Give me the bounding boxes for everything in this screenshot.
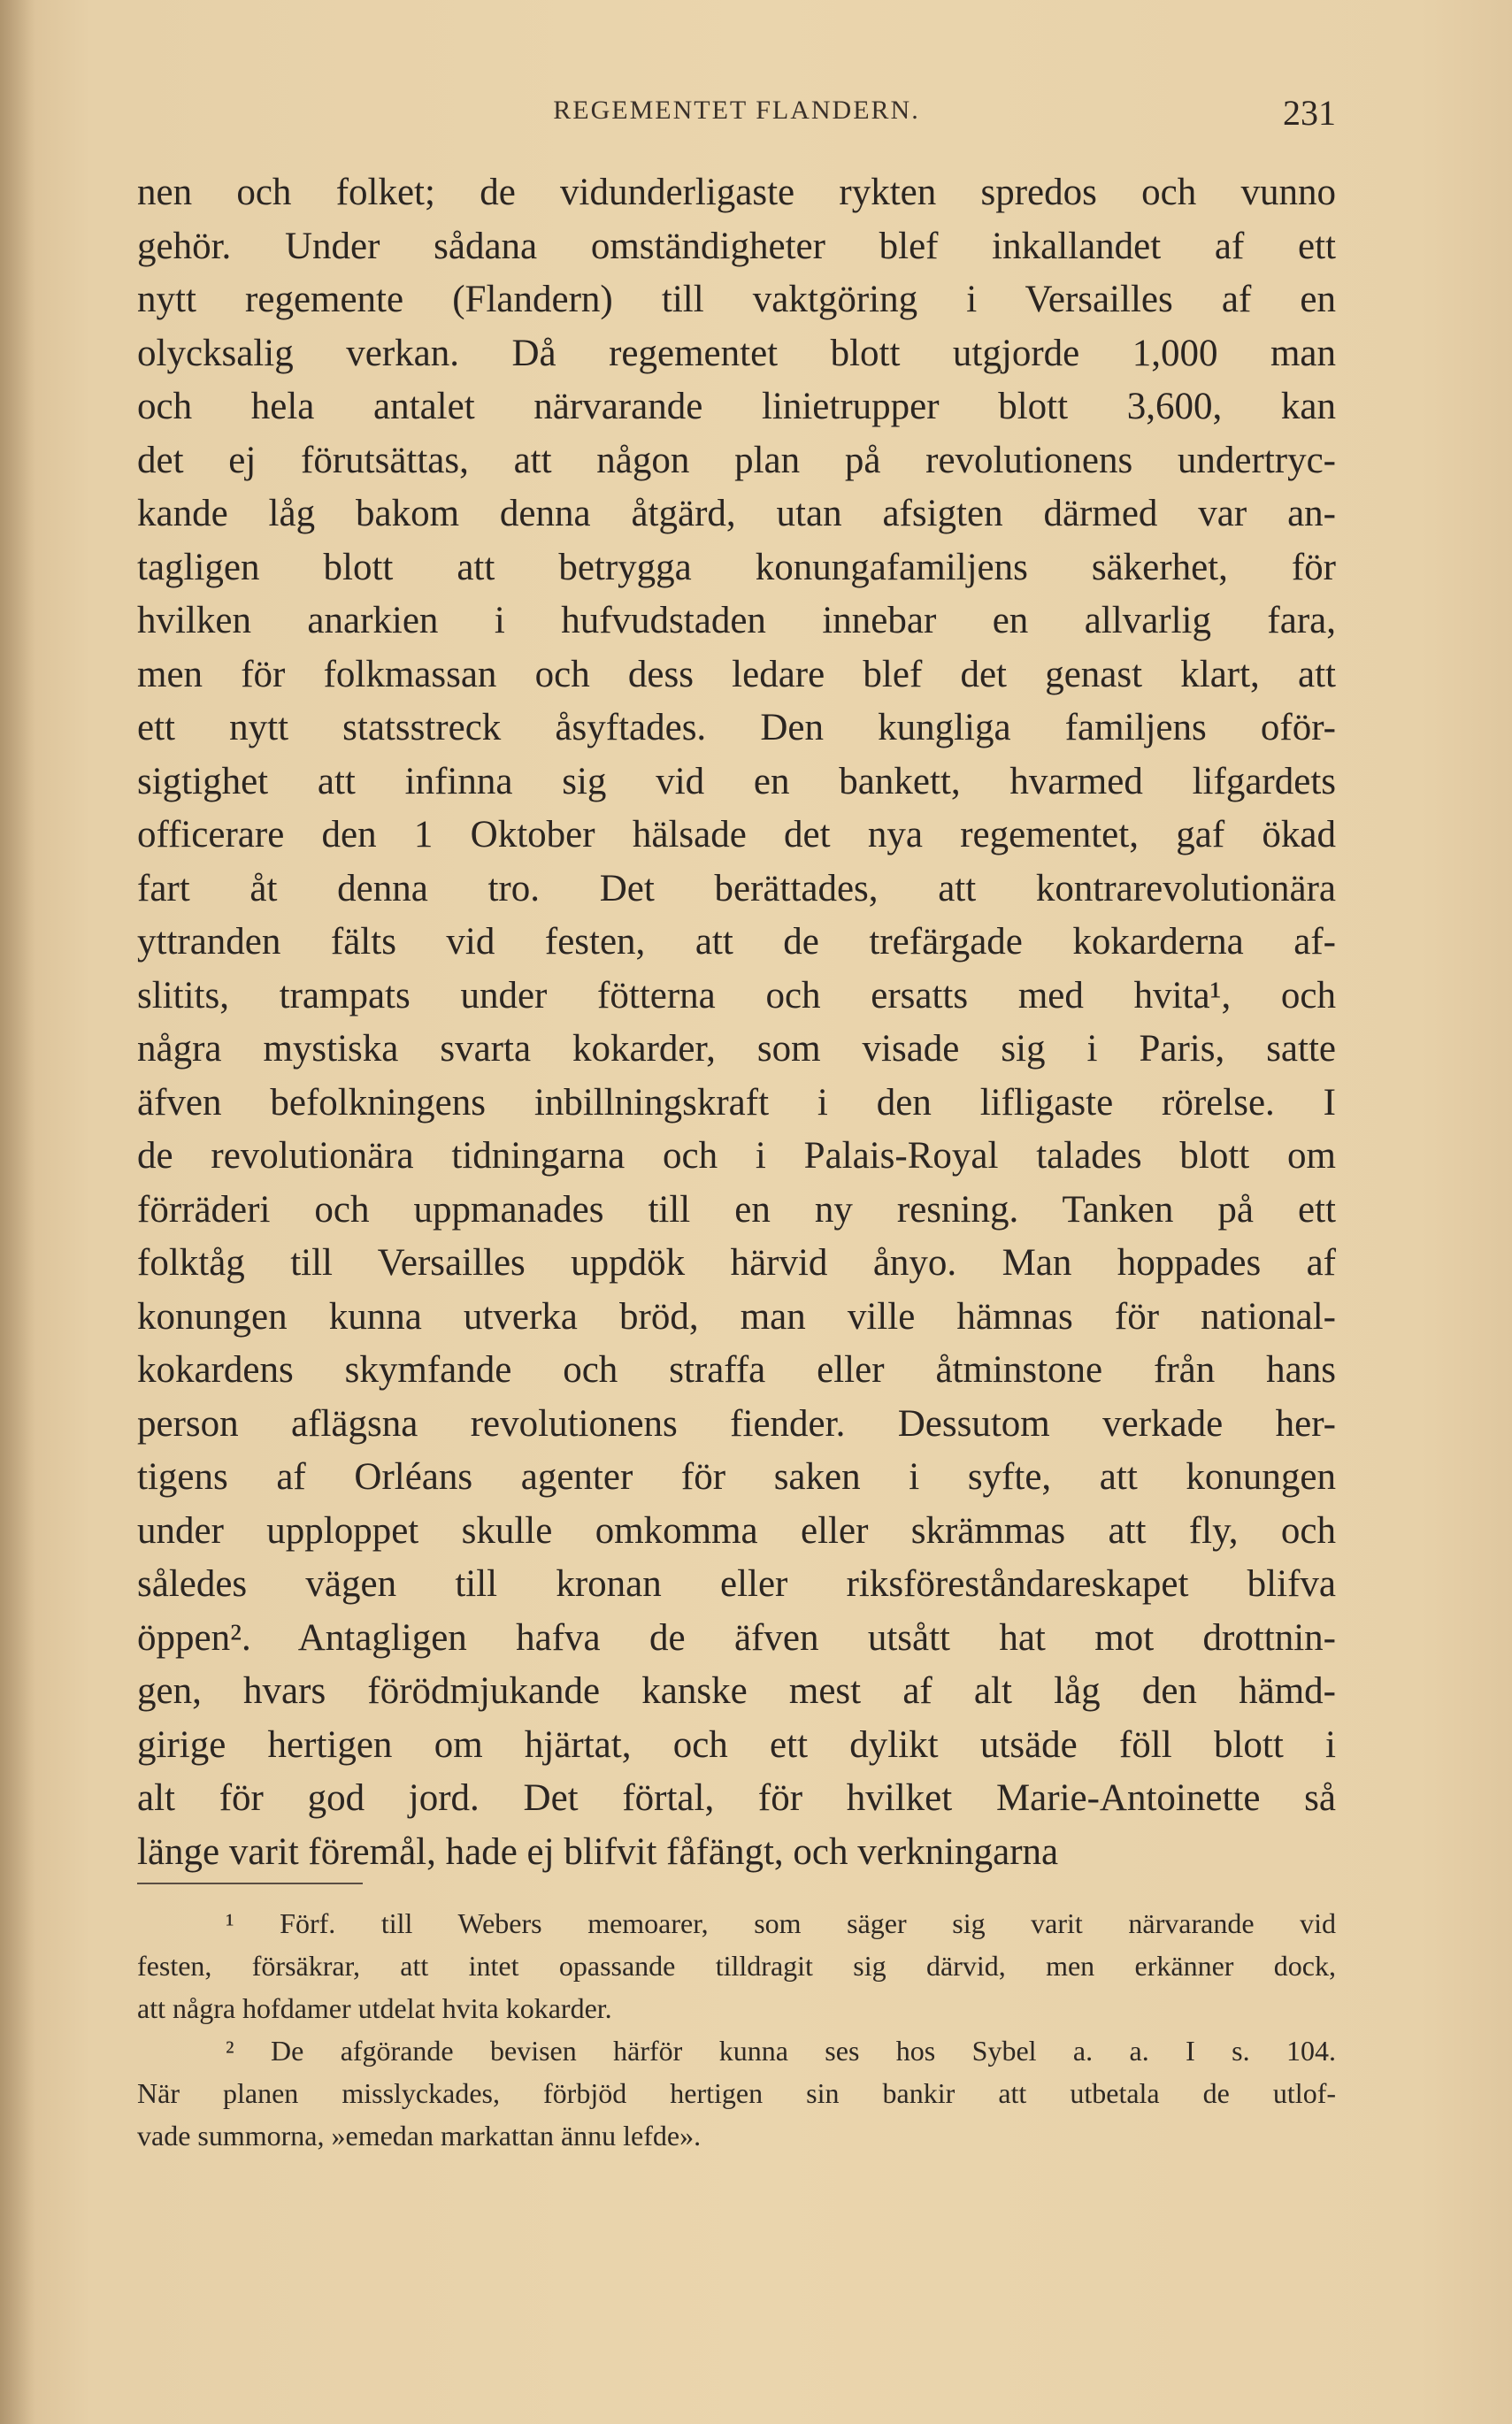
text-line: fart åt denna tro. Det berättades, att kontrarevolutionära xyxy=(137,867,1336,909)
footnote-line: När planen misslyckades, förbjöd hertigen sin bankir att utbetala de utlof- xyxy=(137,2077,1336,2109)
text-line: yttranden fälts vid festen, att de trefärgade kokarderna af- xyxy=(137,921,1336,963)
text-line: ett nytt statsstreck åsyftades. Den kungliga familjens oför- xyxy=(137,707,1336,748)
text-line: girige hertigen om hjärtat, och ett dylikt utsäde föll blott i xyxy=(137,1723,1336,1766)
running-head: REGEMENTET FLANDERN. xyxy=(553,96,920,125)
footnote-line: att några hofdamer utdelat hvita kokarder. xyxy=(137,1992,612,2024)
footnote-line: ² De afgörande bevisen härför kunna ses hos Sybel a. a. I s. 104. xyxy=(226,2035,1336,2067)
text-line: person aflägsna revolutionens fiender. Dessutom verkade her- xyxy=(137,1402,1336,1445)
text-line: nytt regemente (Flandern) till vaktgöring i Versailles af en xyxy=(137,279,1336,320)
text-line: tigens af Orléans agenter för saken i syfte, att konungen xyxy=(137,1456,1336,1498)
text-line: länge varit föremål, hade ej blifvit fåfängt, och verkningarna xyxy=(137,1830,1059,1873)
text-line: under upploppet skulle omkomma eller skrämmas att fly, och xyxy=(137,1509,1336,1552)
text-line: således vägen till kronan eller riksföreståndareskapet blifva xyxy=(137,1563,1336,1605)
text-line: officerare den 1 Oktober hälsade det nya regementet, gaf ökad xyxy=(137,814,1336,855)
footnote-line: ¹ Förf. till Webers memoarer, som säger sig varit närvarande vid xyxy=(226,1907,1336,1939)
text-line: olycksalig verkan. Då regementet blott utgjorde 1,000 man xyxy=(137,332,1336,374)
page-header xyxy=(137,93,1336,140)
text-line: tagligen blott att betrygga konungafamiljens säkerhet, för xyxy=(137,546,1336,588)
text-line: folktåg till Versailles uppdök härvid ånyo. Man hoppades af xyxy=(137,1242,1336,1284)
page-spine-shadow xyxy=(0,0,35,2424)
footnote-divider xyxy=(137,1883,363,1884)
text-line: hvilken anarkien i hufvudstaden innebar en allvarlig fara, xyxy=(137,600,1336,641)
text-line: alt för god jord. Det förtal, för hvilket Marie-Antoinette så xyxy=(137,1777,1336,1819)
text-line: kande låg bakom denna åtgärd, utan afsigten därmed var an- xyxy=(137,493,1336,534)
text-line: sigtighet att infinna sig vid en bankett, hvarmed lifgardets xyxy=(137,760,1336,802)
text-line: nen och folket; de vidunderligaste rykten spredos och vunno xyxy=(137,172,1336,213)
text-line: gehör. Under sådana omständigheter blef inkallandet af ett xyxy=(137,225,1336,267)
text-line: och hela antalet närvarande linietrupper blott 3,600, kan xyxy=(137,386,1336,427)
body-text xyxy=(137,166,1336,1879)
text-line: konungen kunna utverka bröd, man ville hämnas för national- xyxy=(137,1295,1336,1338)
text-line: men för folkmassan och dess ledare blef det genast klart, att xyxy=(137,653,1336,695)
page-number: 231 xyxy=(1283,93,1336,133)
text-line: kokardens skymfande och straffa eller åtminstone från hans xyxy=(137,1349,1336,1391)
footnote-line: vade summorna, »emedan markattan ännu lefde». xyxy=(137,2120,702,2152)
text-line: det ej förutsättas, att någon plan på revolutionens undertryc- xyxy=(137,439,1336,481)
text-line: några mystiska svarta kokarder, som visade sig i Paris, satte xyxy=(137,1028,1336,1070)
text-line: de revolutionära tidningarna och i Palais-Royal talades blott om xyxy=(137,1135,1336,1177)
text-line: öppen². Antagligen hafva de äfven utsått hat mot drottnin- xyxy=(137,1616,1336,1659)
text-line: förräderi och uppmanades till en ny resning. Tanken på ett xyxy=(137,1188,1336,1231)
footnote-line: festen, försäkrar, att intet opassande tilldragit sig därvid, men erkänner dock, xyxy=(137,1950,1336,1982)
text-line: gen, hvars förödmjukande kanske mest af alt låg den hämd- xyxy=(137,1670,1336,1712)
text-line: slitits, trampats under fötterna och ersatts med hvita¹, och xyxy=(137,974,1336,1016)
text-line: äfven befolkningens inbillningskraft i den lifligaste rörelse. I xyxy=(137,1081,1336,1124)
footnotes xyxy=(137,1902,1336,2157)
